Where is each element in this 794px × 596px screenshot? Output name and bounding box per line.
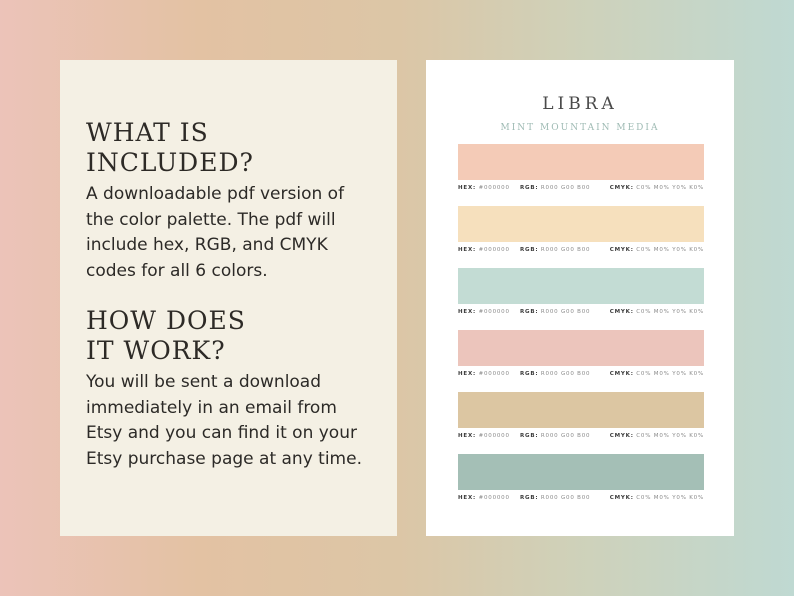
swatch-codes — [458, 495, 704, 503]
cmyk-code: CMYK: C0% M0% Y0% K0% — [609, 433, 704, 439]
hex-code: HEX: #000000 — [458, 247, 510, 253]
rgb-code: RGB: R000 G00 B00 — [520, 185, 591, 191]
cmyk-code: CMYK: C0% M0% Y0% K0% — [609, 309, 704, 315]
hex-code: HEX: #000000 — [458, 495, 510, 501]
cmyk-code: CMYK: C0% M0% Y0% K0% — [609, 185, 704, 191]
hex-code: HEX: #000000 — [458, 309, 510, 315]
rgb-code: RGB: R000 G00 B00 — [520, 309, 591, 315]
included-text: A downloadable pdf version of the color palette. The pdf will include hex, RGB, and CMYK codes for all 6 colors. — [86, 184, 345, 281]
hex-code: HEX: #000000 — [458, 185, 510, 191]
color-swatch — [458, 454, 704, 490]
color-swatch — [458, 144, 704, 180]
how-heading: HOW DOES IT WORK? — [86, 306, 246, 365]
swatch-codes — [458, 185, 704, 193]
rgb-code: RGB: R000 G00 B00 — [520, 371, 591, 377]
swatch-codes — [458, 433, 704, 441]
how-text: You will be sent a download immediately in an email from Etsy and you can find it on your Etsy purchase page at any time. — [86, 372, 362, 469]
color-swatch — [458, 206, 704, 242]
swatch-codes — [458, 309, 704, 317]
rgb-code: RGB: R000 G00 B00 — [520, 433, 591, 439]
swatch-codes — [458, 371, 704, 379]
palette-title: LIBRA — [542, 94, 618, 114]
rgb-code: RGB: R000 G00 B00 — [520, 495, 591, 501]
cmyk-code: CMYK: C0% M0% Y0% K0% — [609, 495, 704, 501]
swatch-codes — [458, 247, 704, 255]
rgb-code: RGB: R000 G00 B00 — [520, 247, 591, 253]
color-swatch — [458, 392, 704, 428]
color-swatch — [458, 268, 704, 304]
included-heading: WHAT IS INCLUDED? — [86, 118, 254, 177]
hex-code: HEX: #000000 — [458, 433, 510, 439]
palette-subtitle: MINT MOUNTAIN MEDIA — [500, 123, 660, 133]
info-card — [60, 60, 397, 536]
cmyk-code: CMYK: C0% M0% Y0% K0% — [609, 247, 704, 253]
color-swatch — [458, 330, 704, 366]
hex-code: HEX: #000000 — [458, 371, 510, 377]
cmyk-code: CMYK: C0% M0% Y0% K0% — [609, 371, 704, 377]
